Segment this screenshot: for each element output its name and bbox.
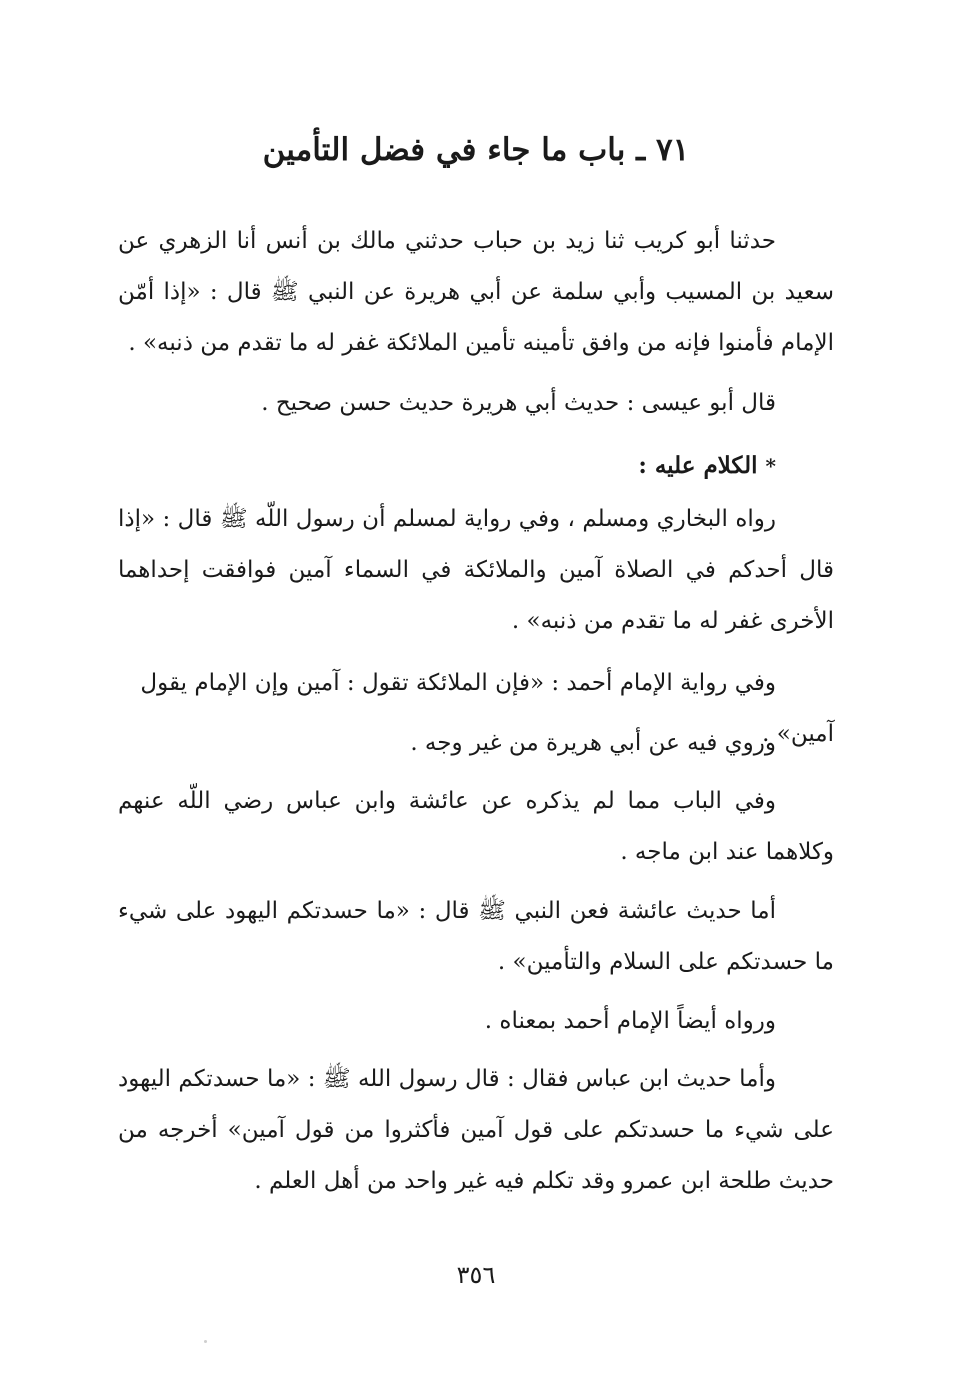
commentary-heading-text: الكلام عليه : [638,452,758,479]
ibn-abbas-hadith-paragraph: وأما حديث ابن عباس فقال : قال رسول الله ﷺ : «ما حسدتكم اليهود على شيء ما حسدتكم على قول آمين فأكثروا من قول آمين» أخرجه من حديث طلحة ابن عمرو وقد تكلم فيه غير واحد من أهل العلم . [118,1066,834,1194]
commentary-heading [118,440,834,492]
grading-paragraph: قال أبو عيسى : حديث أبي هريرة حديث حسن صحيح . [261,390,776,416]
commentary-paragraph: رواه البخاري ومسلم ، وفي رواية لمسلم أن رسول اللّه ﷺ قال : «إذا قال أحدكم في الصلاة آمين والملائكة في السماء آمين فوافقت إحداهما الأخرى غفر له ما تقدم من ذنبه» . [118,506,834,634]
aisha-hadith-paragraph: أما حديث عائشة فعن النبي ﷺ قال : «ما حسدتكم اليهود على شيء ما حسدتكم على السلام والتأمين» . [118,898,834,975]
scan-speck [204,1340,207,1343]
ahmad-narration-paragraph: وفي رواية الإمام أحمد : «فإن الملائكة تقول : آمين وإن الإمام يقول آمين» . [140,670,834,747]
chapter-sources-paragraph: وفي الباب مما لم يذكره عن عائشة وابن عباس رضي اللّه عنهم وكلاهما عند ابن ماجه . [118,788,834,865]
hadith-paragraph: حدثنا أبو كريب ثنا زيد بن حباب حدثني مالك بن أنس أنا الزهري عن سعيد بن المسيب وأبي سلمة عن أبي هريرة عن النبي ﷺ قال : «إذا أمّن الإمام فأمنوا فإنه من وافق تأمينه تأمين الملائكة غفر له ما تقدم من ذنبه» . [118,228,834,356]
page-number: ٣٥٦ [456,1261,496,1289]
other-chains-paragraph: وروي فيه عن أبي هريرة من غير وجه . [410,730,776,756]
ahmad-meaning-paragraph: ورواه أيضاً الإمام أحمد بمعناه . [484,1008,776,1034]
chapter-title: ٧١ ـ باب ما جاء في فضل التأمين [262,132,690,168]
heading-star-marker: * [765,454,776,478]
document-page [118,0,834,1391]
